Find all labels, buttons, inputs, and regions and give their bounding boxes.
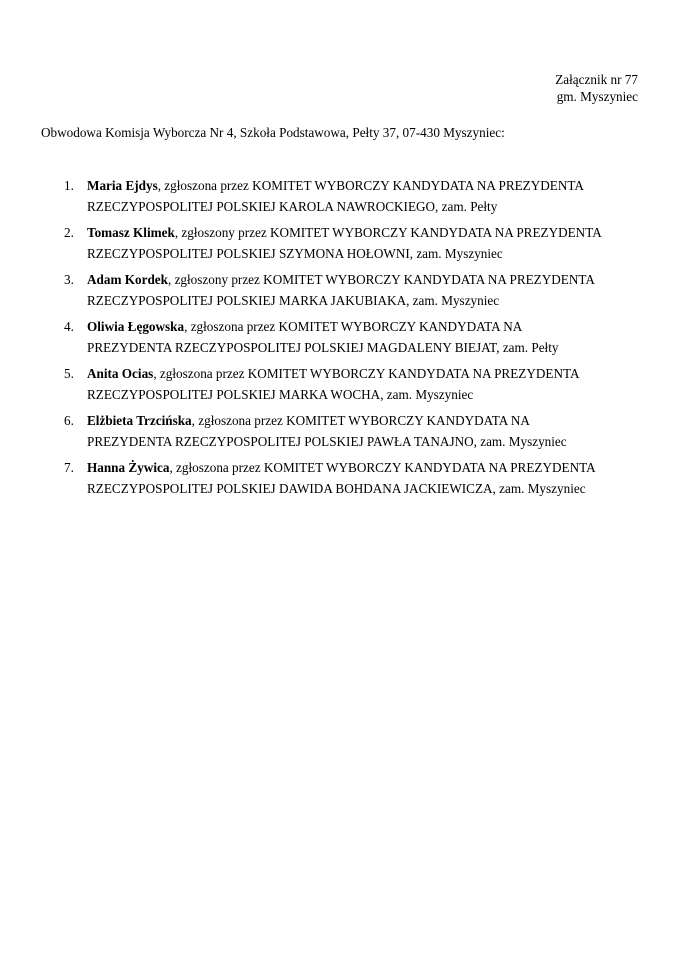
member-nomination: , zgłoszona przez KOMITET WYBORCZY KANDYDATA NA [184, 319, 523, 334]
member-nomination: , zgłoszona przez KOMITET WYBORCZY KANDYDATA NA PREZYDENTA [169, 460, 596, 475]
item-line-2: RZECZYPOSPOLITEJ POLSKIEJ DAWIDA BOHDANA JACKIEWICZA, zam. Myszyniec [87, 481, 586, 496]
member-nomination: , zgłoszona przez KOMITET WYBORCZY KANDYDATA NA [191, 413, 530, 428]
list-item [0, 411, 679, 458]
member-nomination: , zgłoszona przez KOMITET WYBORCZY KANDYDATA NA PREZYDENTA [157, 178, 584, 193]
member-name: Tomasz Klimek [87, 225, 175, 240]
item-number: 6. [64, 413, 74, 428]
list-item [0, 458, 679, 505]
item-line-2: PREZYDENTA RZECZYPOSPOLITEJ POLSKIEJ MAGDALENY BIEJAT, zam. Pełty [87, 340, 559, 355]
item-line-2: RZECZYPOSPOLITEJ POLSKIEJ SZYMONA HOŁOWNI, zam. Myszyniec [87, 246, 503, 261]
document-header [555, 71, 638, 105]
item-line-2: RZECZYPOSPOLITEJ POLSKIEJ MARKA WOCHA, zam. Myszyniec [87, 387, 474, 402]
list-item [0, 270, 679, 317]
list-item [0, 317, 679, 364]
item-number: 7. [64, 460, 74, 475]
item-line-2: RZECZYPOSPOLITEJ POLSKIEJ MARKA JAKUBIAKA, zam. Myszyniec [87, 293, 500, 308]
item-number: 5. [64, 366, 74, 381]
member-name: Anita Ocias [87, 366, 154, 381]
item-line-1 [87, 223, 602, 243]
item-line-2: PREZYDENTA RZECZYPOSPOLITEJ POLSKIEJ PAWŁA TANAJNO, zam. Myszyniec [87, 434, 567, 449]
item-line-2: RZECZYPOSPOLITEJ POLSKIEJ KAROLA NAWROCKIEGO, zam. Pełty [87, 199, 498, 214]
item-number: 4. [64, 319, 74, 334]
item-line-1 [87, 176, 584, 196]
municipality-name: gm. Myszyniec [556, 89, 638, 104]
member-name: Elżbieta Trzcińska [87, 413, 192, 428]
item-line-1 [87, 317, 522, 337]
list-item [0, 364, 679, 411]
member-nomination: , zgłoszony przez KOMITET WYBORCZY KANDYDATA NA PREZYDENTA [174, 225, 602, 240]
commission-title: Obwodowa Komisja Wyborcza Nr 4, Szkoła Podstawowa, Pełty 37, 07-430 Myszyniec: [41, 125, 505, 140]
member-name: Adam Kordek [87, 272, 168, 287]
item-number: 3. [64, 272, 74, 287]
member-name: Oliwia Łęgowska [87, 319, 185, 334]
member-nomination: , zgłoszona przez KOMITET WYBORCZY KANDYDATA NA PREZYDENTA [153, 366, 580, 381]
item-line-1 [87, 364, 580, 384]
attachment-number: Załącznik nr 77 [555, 72, 638, 87]
list-item [0, 223, 679, 270]
item-line-1 [87, 458, 596, 478]
member-name: Hanna Żywica [87, 460, 170, 475]
item-line-1 [87, 411, 530, 431]
members-list [0, 176, 679, 505]
item-number: 2. [64, 225, 74, 240]
item-line-1 [87, 270, 595, 290]
member-nomination: , zgłoszony przez KOMITET WYBORCZY KANDYDATA NA PREZYDENTA [167, 272, 595, 287]
item-number: 1. [64, 178, 74, 193]
list-item [0, 176, 679, 223]
member-name: Maria Ejdys [87, 178, 158, 193]
